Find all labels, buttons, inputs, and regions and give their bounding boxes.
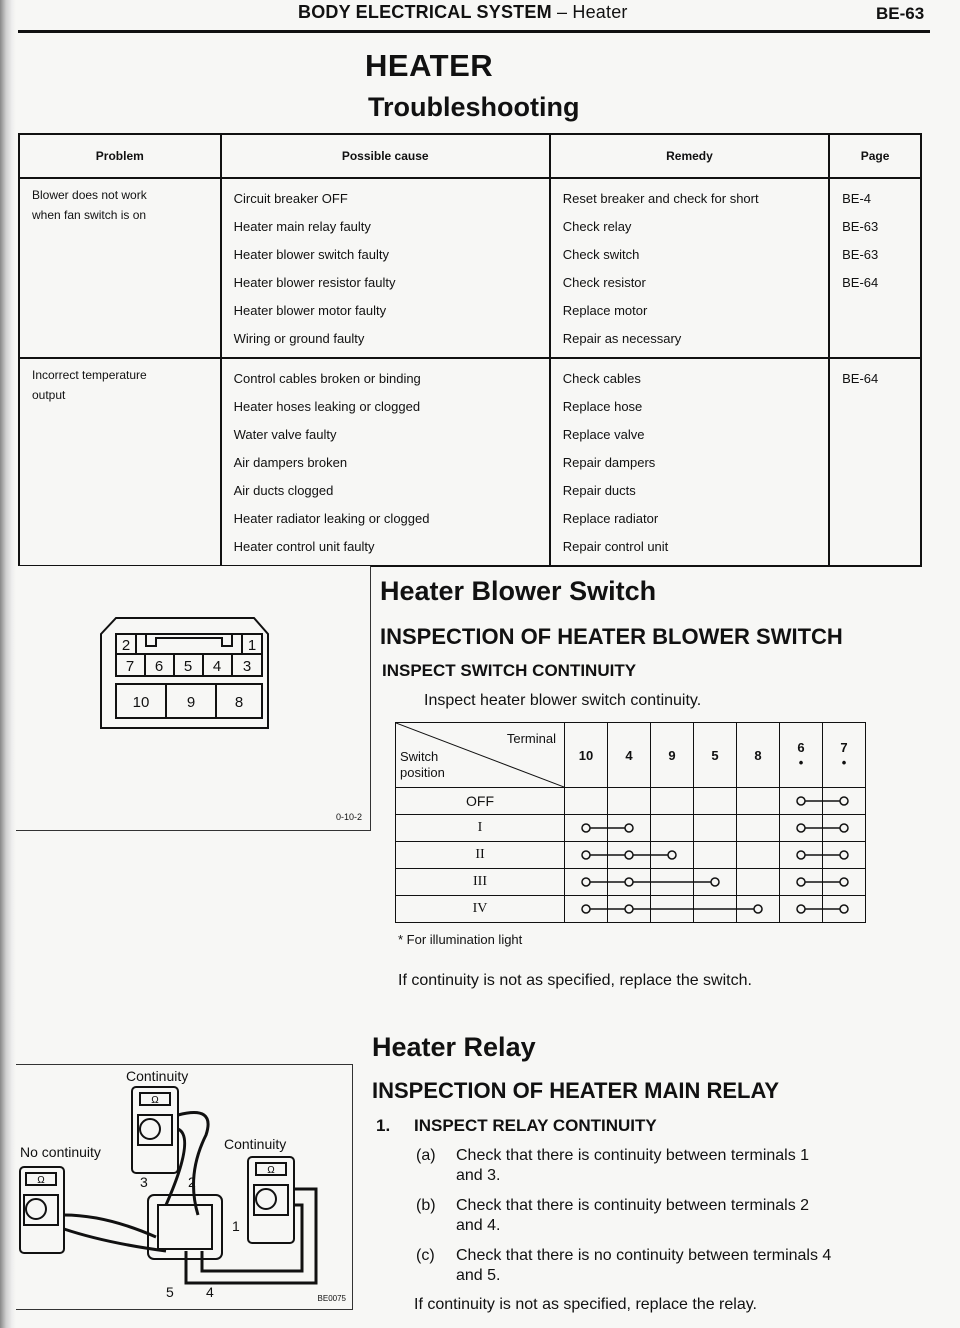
relay-step-text: and 5. (456, 1267, 501, 1284)
continuity-node (840, 851, 848, 859)
continuity-node (711, 878, 719, 886)
terminal-number: 8 (754, 747, 762, 763)
remedy-cell-line: Check resistor (562, 275, 646, 290)
continuity-node (625, 824, 633, 832)
continuity-node (625, 878, 633, 886)
cause-cell-line: Heater main relay faulty (233, 219, 371, 234)
terminal-label: 4 (206, 1284, 214, 1300)
relay-step-heading: INSPECT RELAY CONTINUITY (414, 1116, 657, 1135)
terminal-label: 5 (166, 1284, 174, 1300)
terminal-number: 10 (578, 747, 594, 763)
cause-cell-line: Heater blower motor faulty (233, 303, 387, 318)
relay-inspection-heading: INSPECTION OF HEATER MAIN RELAY (372, 1078, 780, 1103)
relay-step-label: (a) (416, 1147, 436, 1164)
cause-cell-line: Air dampers broken (233, 455, 348, 470)
switch-position: I (396, 815, 565, 842)
remedy-cell-line: Repair ducts (562, 483, 636, 498)
pin-label: 8 (234, 694, 244, 711)
continuity-node (797, 851, 805, 859)
page-number: BE-63 (876, 4, 925, 23)
terminal-label: 3 (140, 1174, 148, 1190)
switch-position: IV (396, 896, 565, 923)
remedy-cell-line: Repair as necessary (562, 331, 682, 346)
cause-cell-line: Control cables broken or binding (233, 371, 421, 386)
remedy-cell-line: Repair control unit (562, 539, 669, 554)
ohm-symbol: Ω (267, 1165, 275, 1176)
terminal-number: 9 (668, 747, 676, 763)
relay-conclusion: If continuity is not as specified, replace the relay. (414, 1296, 757, 1313)
cause-cell-line: Heater hoses leaking or clogged (233, 399, 421, 414)
continuity-node (582, 905, 590, 913)
relay-step-number: 1. (376, 1116, 391, 1135)
figure-code: BE0075 (317, 1294, 346, 1303)
cause-cell-line: Heater blower resistor faulty (233, 275, 396, 290)
remedy-cell-line: Check switch (562, 247, 640, 262)
pin-label: 9 (186, 694, 196, 711)
pin-label: 1 (247, 637, 257, 654)
terminal-label: 2 (188, 1174, 196, 1190)
continuity-node (840, 878, 848, 886)
continuity-node (797, 878, 805, 886)
continuity-node (625, 905, 633, 913)
cause-cell-line: Circuit breaker OFF (233, 191, 348, 206)
continuity-node (582, 878, 590, 886)
label-continuity-top: Continuity (126, 1068, 189, 1084)
page-cell-line: BE-63 (842, 247, 879, 262)
page-cell-line: BE-63 (842, 219, 879, 234)
page-cell-line: BE-64 (842, 275, 879, 290)
header-subsection: – Heater (556, 2, 628, 22)
problem-cell-line: when fan switch is on (32, 208, 147, 222)
corner-position-label: position (400, 765, 445, 780)
page-title: HEATER (365, 48, 494, 83)
remedy-cell-line: Replace radiator (562, 511, 659, 526)
pin-label: 10 (132, 694, 150, 711)
relay-step-text: and 3. (456, 1167, 501, 1184)
relay-step-text: Check that there is continuity between terminals 1 (456, 1147, 810, 1164)
remedy-cell-line: Check relay (562, 219, 632, 234)
continuity-node (797, 824, 805, 832)
cause-cell-line: Heater blower switch faulty (233, 247, 389, 262)
continuity-node (840, 905, 848, 913)
terminal-number: 4 (625, 747, 633, 763)
relay-diagram (16, 1065, 352, 1309)
continuity-node (797, 797, 805, 805)
column-header-page: Page (829, 134, 921, 178)
terminal-number: 6 (797, 740, 805, 755)
corner-terminal-label: Terminal (506, 731, 556, 746)
terminal-number: 5 (711, 747, 719, 763)
continuity-node (582, 851, 590, 859)
continuity-node (668, 851, 676, 859)
switch-instruction: Inspect heater blower switch continuity. (424, 692, 702, 709)
ohm-symbol: Ω (37, 1175, 45, 1186)
relay-heading: Heater Relay (372, 1032, 536, 1062)
corner-switch-label: Switch (400, 749, 439, 764)
relay-figure (16, 1064, 353, 1310)
remedy-cell-line: Repair dampers (562, 455, 656, 470)
problem-cell-line: output (32, 388, 66, 402)
blower-inspection-heading: INSPECTION OF HEATER BLOWER SWITCH (380, 624, 843, 649)
problem-cell-line: Blower does not work (32, 188, 147, 202)
switch-position: II (396, 842, 565, 869)
remedy-cell-line: Replace motor (562, 303, 648, 318)
switch-position: III (396, 869, 565, 896)
pin-label: 5 (183, 658, 193, 675)
switch-position: OFF (396, 788, 565, 815)
terminal-mark: • (798, 755, 804, 770)
continuity-node (625, 851, 633, 859)
label-continuity-right: Continuity (224, 1136, 287, 1152)
cause-cell-line: Wiring or ground faulty (233, 331, 365, 346)
relay-step-text: Check that there is continuity between terminals 2 (456, 1197, 810, 1214)
remedy-cell-line: Check cables (562, 371, 641, 386)
continuity-node (840, 824, 848, 832)
pin-label: 2 (121, 637, 131, 654)
cause-cell-line: Water valve faulty (233, 427, 337, 442)
page-cell-line: BE-4 (842, 191, 872, 206)
relay-step-label: (c) (416, 1247, 435, 1264)
continuity-node (582, 824, 590, 832)
header-section: BODY ELECTRICAL SYSTEM (298, 2, 552, 22)
terminal-label: 1 (232, 1218, 240, 1234)
pin-label: 4 (212, 658, 222, 675)
continuity-node (754, 905, 762, 913)
column-header-problem: Problem (19, 134, 221, 178)
pin-label: 7 (125, 658, 135, 675)
page-subtitle: Troubleshooting (368, 92, 580, 122)
relay-step-label: (b) (416, 1197, 436, 1214)
remedy-cell-line: Replace hose (562, 399, 643, 414)
pin-label: 6 (154, 658, 164, 675)
column-header-remedy: Remedy (550, 134, 829, 178)
continuity-node (840, 797, 848, 805)
continuity-node (797, 905, 805, 913)
relay-step-text: and 4. (456, 1217, 501, 1234)
cause-cell-line: Air ducts clogged (233, 483, 334, 498)
remedy-cell-line: Replace valve (562, 427, 645, 442)
relay-step-text: Check that there is no continuity between terminals 4 (456, 1247, 832, 1264)
switch-conclusion: If continuity is not as specified, replace the switch. (398, 972, 752, 989)
pin-label: 3 (242, 658, 252, 675)
table-footnote: * For illumination light (398, 932, 523, 947)
terminal-number: 7 (840, 740, 848, 755)
figure-code: 0-10-2 (335, 812, 362, 822)
ohm-symbol: Ω (151, 1095, 159, 1106)
column-header-cause: Possible cause (221, 134, 550, 178)
terminal-mark: • (841, 755, 847, 770)
switch-step-heading: INSPECT SWITCH CONTINUITY (382, 661, 637, 680)
cause-cell-line: Heater control unit faulty (233, 539, 375, 554)
label-no-continuity: No continuity (20, 1144, 101, 1160)
problem-cell-line: Incorrect temperature (32, 368, 147, 382)
remedy-cell-line: Reset breaker and check for short (562, 191, 759, 206)
cause-cell-line: Heater radiator leaking or clogged (233, 511, 430, 526)
page-cell-line: BE-64 (842, 371, 879, 386)
blower-switch-heading: Heater Blower Switch (380, 576, 657, 606)
